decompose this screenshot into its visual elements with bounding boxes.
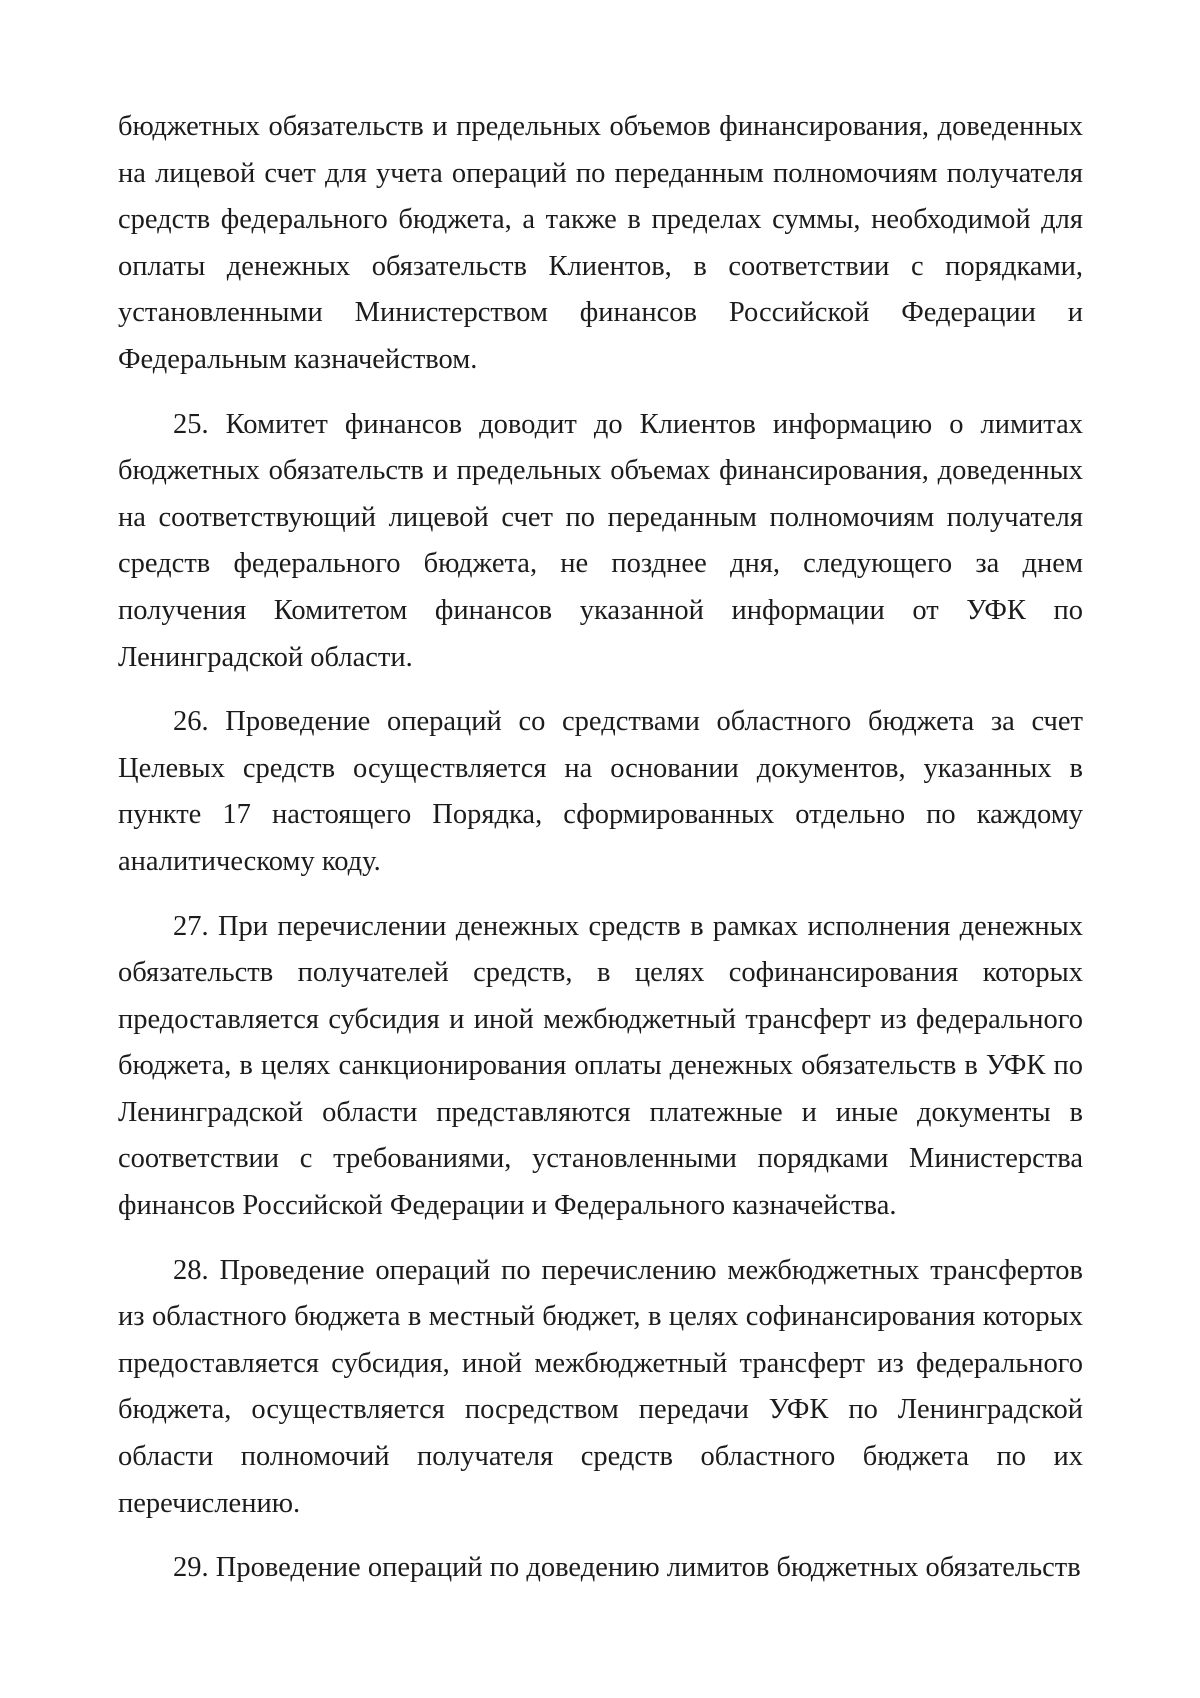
paragraph-25: 25. Комитет финансов доводит до Клиентов информацию о лимитах бюджетных обязательств и предельных объемах финансирования, доведенных на соответствующий лицевой счет по переданным полномочиям получателя средств федерального бюджета, не позднее дня, следующего за днем получения Комитетом финансов указанной информации от УФК по Ленинградской области. — [118, 408, 1083, 673]
paragraph-continuation: бюджетных обязательств и предельных объемов финансирования, доведенных на лицевой счет для учета операций по переданным полномочиям получателя средств федерального бюджета, а также в пределах суммы, необходимой для оплаты денежных обязательств Клиентов, в соответствии с порядками, установленными Министерством финансов Российской Федерации и Федеральным казначейством. — [118, 111, 1083, 375]
paragraph-26: 26. Проведение операций со средствами областного бюджета за счет Целевых средств осуществляется на основании документов, указанных в пункте 17 настоящего Порядка, сформированных отдельно по каждому аналитическому коду. — [118, 706, 1083, 877]
paragraph-28: 28. Проведение операций по перечислению межбюджетных трансфертов из областного бюджета в местный бюджет, в целях софинансирования которых предоставляется субсидия, иной межбюджетный трансферт из федерального бюджета, осуществляется посредством передачи УФК по Ленинградской области полномочий получателя средств областного бюджета по их перечислению. — [118, 1254, 1083, 1519]
paragraph-29: 29. Проведение операций по доведению лимитов бюджетных обязательств — [173, 1552, 1081, 1584]
paragraph-27: 27. При перечислении денежных средств в рамках исполнения денежных обязательств получателей средств, в целях софинансирования которых предоставляется субсидия и иной межбюджетный трансферт из федерального бюджета, в целях санкционирования оплаты денежных обязательств в УФК по Ленинградской области представляются платежные и иные документы в соответствии с требованиями, установленными порядками Министерства финансов Российской Федерации и Федерального казначейства. — [118, 910, 1083, 1222]
document-body — [118, 104, 1083, 1610]
